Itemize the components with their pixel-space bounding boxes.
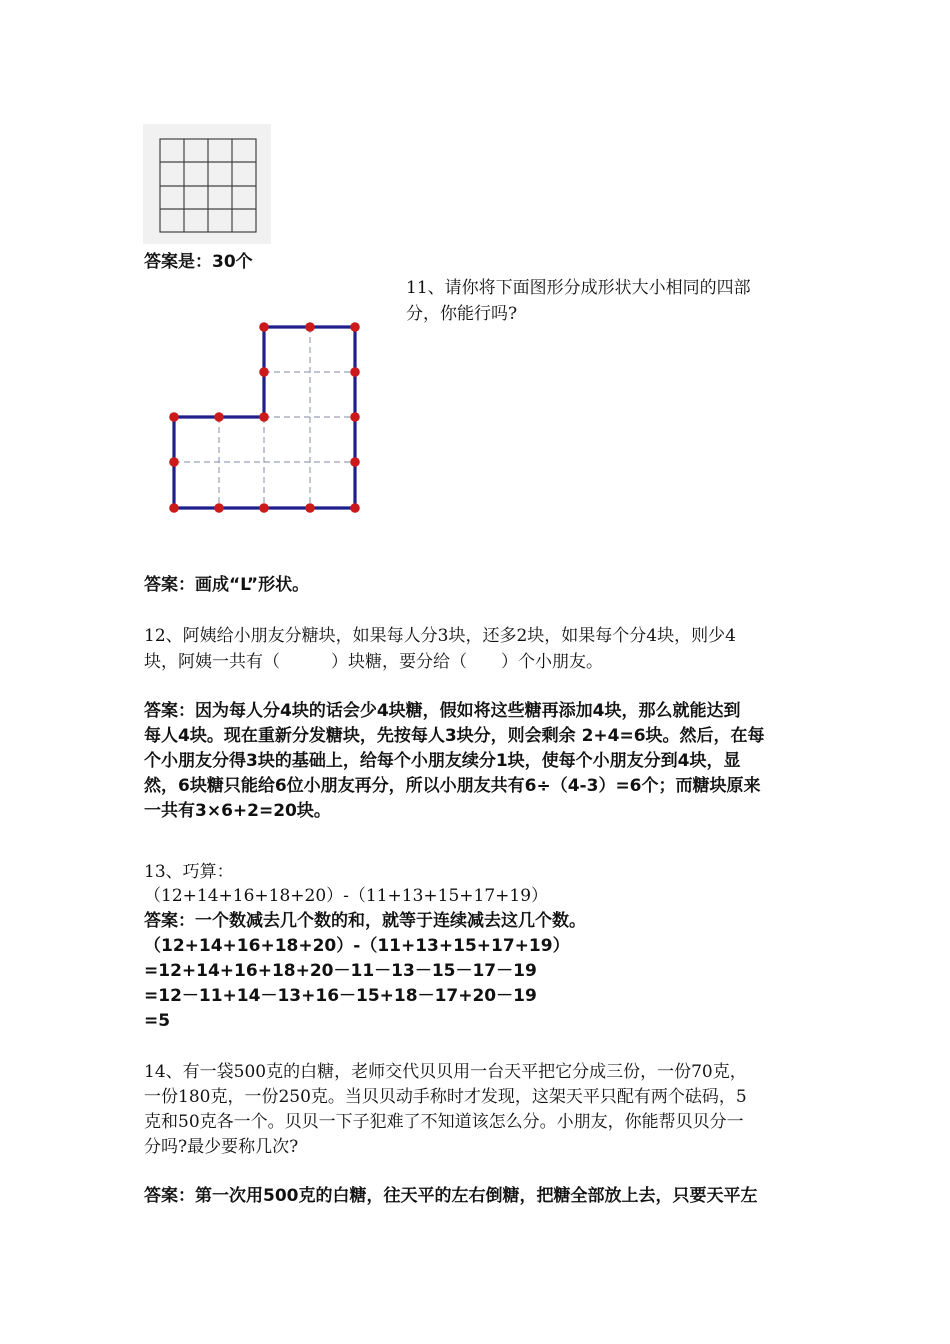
grid-figure [143,124,271,244]
q13-title: 13、巧算： [144,862,234,882]
q11-answer: 答案：画成“L”形状。 [144,575,310,595]
q10-answer: 答案是：30个 [144,252,253,272]
q12-answer-line2: 每人4块。现在重新分发糖块，先按每人3块分，则会剩余 2+4=6块。然后，在每 [144,726,765,746]
q13-step4: =5 [144,1011,171,1031]
q14-question-line2: 一份180克，一份250克。当贝贝动手称时才发现，这架天平只配有两个砝码，5 [144,1087,747,1107]
grid-image [143,124,271,244]
q13-answer: 答案：一个数减去几个数的和，就等于连续减去这几个数。 [144,911,586,931]
q13-expression: （12+14+16+18+20）-（11+13+15+17+19） [144,886,549,906]
q14-question-line1: 14、有一袋500克的白糖，老师交代贝贝用一台天平把它分成三份，一份70克， [144,1062,747,1082]
q12-answer-line5: 一共有3×6+2=20块。 [144,801,331,821]
q14-question-line3: 克和50克各一个。贝贝一下子犯难了不知道该怎么分。小朋友，你能帮贝贝分一 [144,1112,744,1132]
q13-step3: =12－11+14－13+16－15+18－17+20－19 [144,986,537,1006]
q12-answer-line3: 个小朋友分得3块的基础上，给每个小朋友续分1块，使每个小朋友分到4块，显 [144,751,741,771]
q14-question-line4: 分吗?最少要称几次? [144,1137,299,1157]
q12-question-line1: 12、阿姨给小朋友分糖块，如果每人分3块，还多2块，如果每个分4块，则少4 [144,626,736,646]
q12-answer-line4: 然，6块糖只能给6位小朋友再分，所以小朋友共有6÷（4-3）=6个；而糖块原来 [144,776,761,796]
q13-step1: （12+14+16+18+20）-（11+13+15+17+19） [144,936,570,956]
q14-answer: 答案：第一次用500克的白糖，往天平的左右倒糖，把糖全部放上去，只要天平左 [144,1186,758,1206]
q12-answer-line1: 答案：因为每人分4块的话会少4块糖，假如将这些糖再添加4块，那么就能达到 [144,701,741,721]
l-shape-figure [160,312,370,526]
l-shape-image [160,312,370,522]
q13-step2: =12+14+16+18+20－11－13－15－17－19 [144,961,537,981]
q12-question-line2: 块，阿姨一共有（ ）块糖，要分给（ ）个小朋友。 [144,652,603,672]
q11-question-line2: 分，你能行吗? [406,304,518,324]
q11-question-line1: 11、请你将下面图形分成形状大小相同的四部 [406,278,751,298]
